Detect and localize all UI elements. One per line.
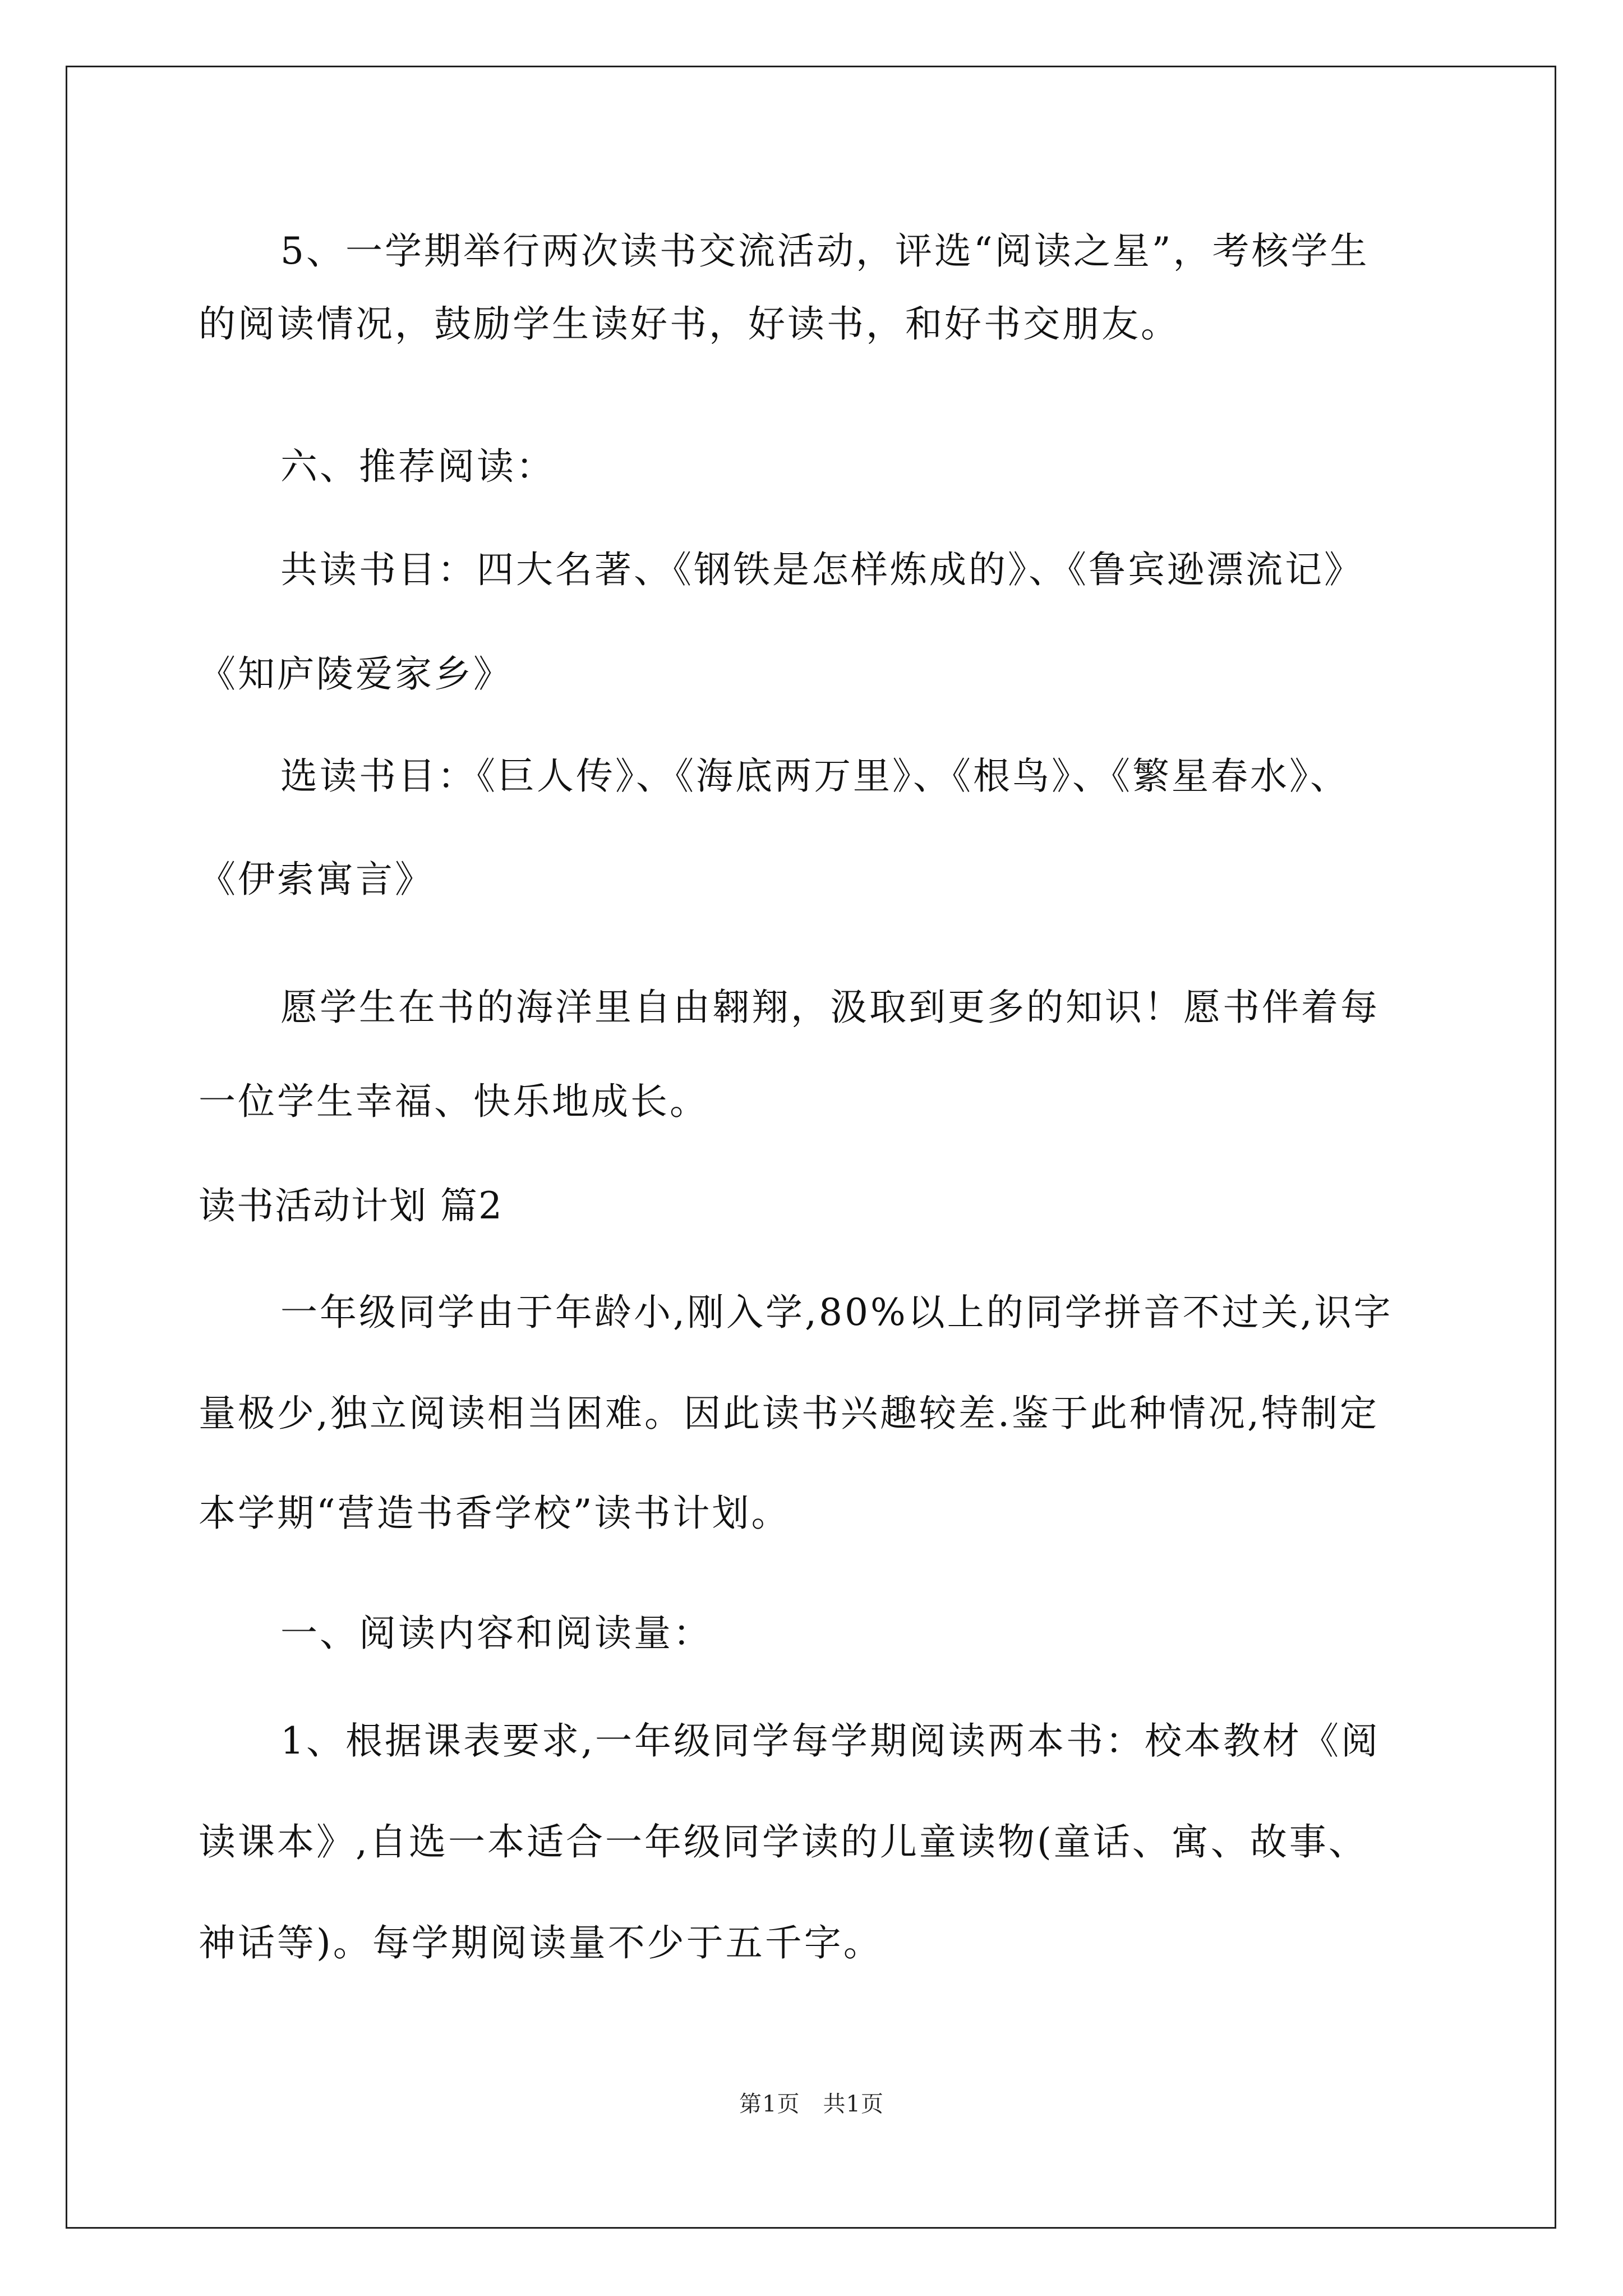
paragraph-line: 《知庐陵爱家乡》 <box>199 652 513 696</box>
paragraph-line: 量极少,独立阅读相当困难。因此读书兴趣较差.鉴于此种情况,特制定 <box>199 1392 1379 1435</box>
paragraph-line: 一位学生幸福、快乐地成长。 <box>199 1080 709 1123</box>
page-number-footer: 第1页 共1页 <box>739 2091 884 2117</box>
paragraph-line: 读课本》,自选一本适合一年级同学读的儿童读物(童话、寓、故事、 <box>199 1820 1368 1864</box>
paragraph-line: 《伊索寓言》 <box>199 858 434 901</box>
paragraph-line: 一年级同学由于年龄小,刚入学,80%以上的同学拼音不过关,识字 <box>280 1291 1393 1334</box>
section-heading: 六、推荐阅读： <box>280 445 555 488</box>
paragraph-line: 共读书目：四大名著、《钢铁是怎样炼成的》、《鲁宾逊漂流记》 <box>280 548 1363 591</box>
page-border <box>66 66 1556 2229</box>
article-title: 读书活动计划 篇2 <box>199 1184 503 1227</box>
paragraph-line: 1、根据课表要求,一年级同学每学期阅读两本书：校本教材《阅 <box>280 1719 1380 1763</box>
paragraph-line: 5、一学期举行两次读书交流活动，评选“阅读之星”，考核学生 <box>280 229 1370 273</box>
paragraph-line: 神话等)。每学期阅读量不少于五千字。 <box>199 1921 883 1964</box>
paragraph-line: 的阅读情况，鼓励学生读好书，好读书，和好书交朋友。 <box>199 302 1180 346</box>
paragraph-line: 愿学生在书的海洋里自由翱翔，汲取到更多的知识！愿书伴着每 <box>280 986 1380 1029</box>
section-heading: 一、阅读内容和阅读量： <box>280 1612 712 1655</box>
paragraph-line: 选读书目：《巨人传》、《海底两万里》、《根鸟》、《繁星春水》、 <box>280 754 1349 798</box>
paragraph-line: 本学期“营造书香学校”读书计划。 <box>199 1492 791 1535</box>
